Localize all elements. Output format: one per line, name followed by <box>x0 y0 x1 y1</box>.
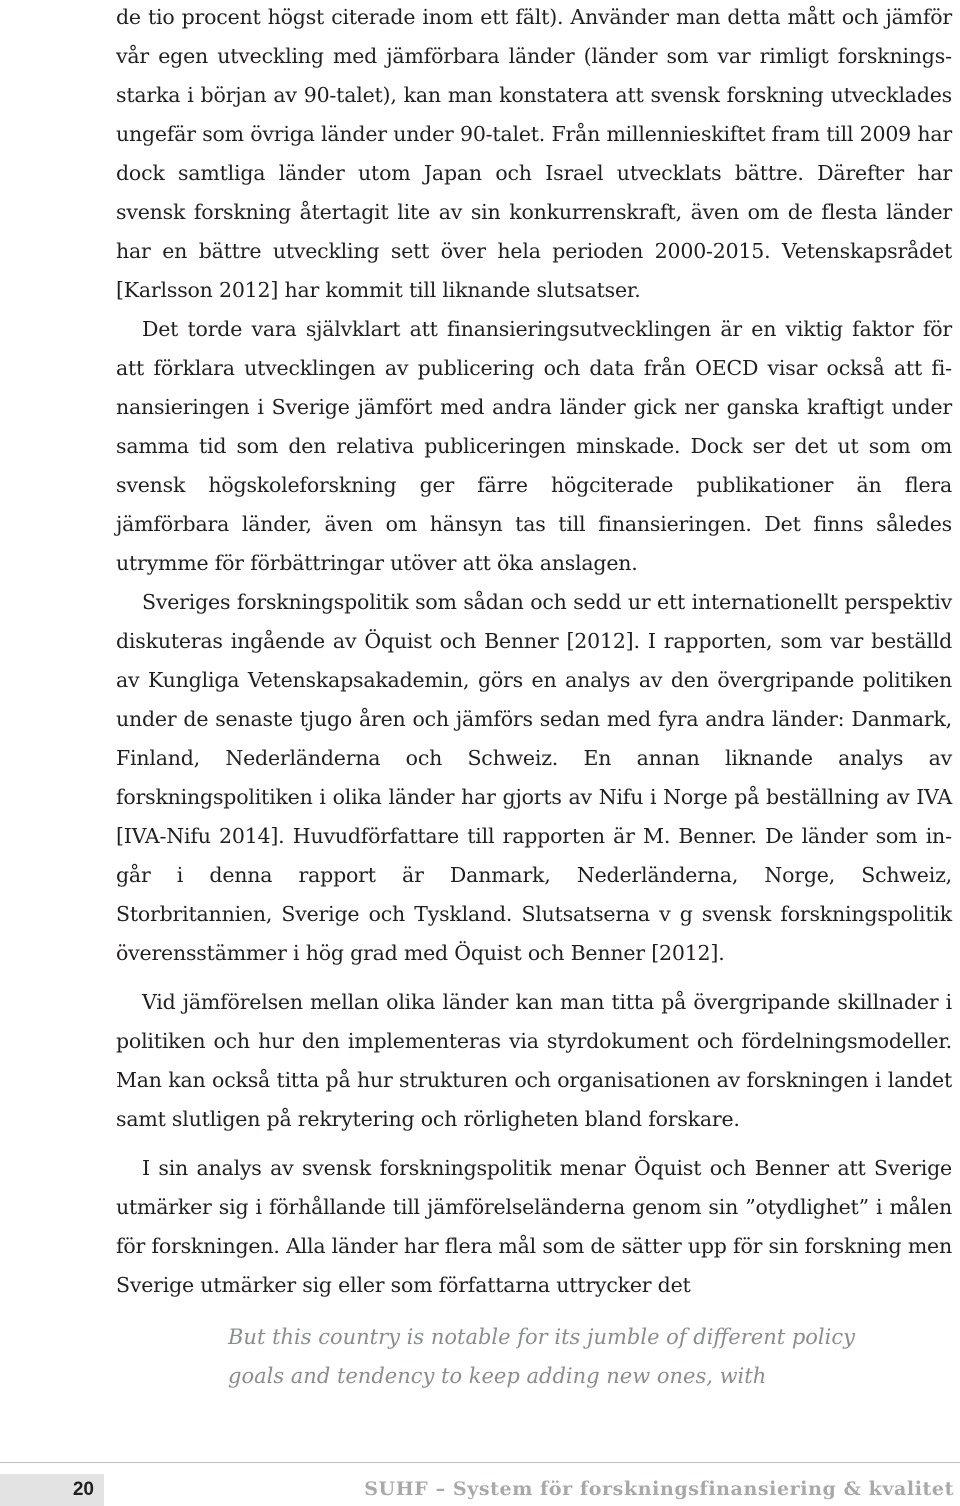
body-text <box>116 0 952 1305</box>
block-quote: But this country is notable for its jumble of different policy goals and tendency to keep adding new ones, with <box>228 1325 855 1388</box>
page-number: 20 <box>72 1479 94 1500</box>
running-footer: SUHF – System för forskningsfinansiering & kvalitet <box>364 1478 954 1500</box>
paragraph-2: Det torde vara självklart att finansieringsutvecklingen är en viktig faktor för att förklara utvecklingen av publicering och data från OECD visar också att finansieringen i Sverige jämfört med andra länder gick ner ganska kraftigt under samma tid som den relativa publiceringen minskade. Dock ser det ut som om svensk högskoleforskning ger färre högciterade publikationer än flera jämförbara länder, även om hänsyn tas till finansieringen. Det finns således utrymme för förbättringar utöver att öka anslagen. <box>116 317 952 575</box>
paragraph-1: de tio procent högst citerade inom ett fält). Använder man detta mått och jämför vår egen utveckling med jämförbara länder (länder som var rimligt forskningsstarka i början av 90-talet), kan man konstatera att svensk forskning utvecklades ungefär som övriga länder under 90-talet. Från millennieskiftet fram till 2009 har dock samtliga länder utom Japan och Israel utvecklats bättre. Därefter har svensk forskning återtagit lite av sin konkurrenskraft, även om de flesta länder har en bättre utveckling sett över hela perioden 2000-2015. Vetenskapsrådet [Karlsson 2012] har kommit till liknande slutsatser. <box>116 5 952 302</box>
paragraph-4: Vid jämförelsen mellan olika länder kan man titta på övergripande skillnader i politiken och hur den implementeras via styrdokument och fördelningsmodeller. Man kan också titta på hur strukturen och organisationen av forskningen i landet samt slutligen på rekrytering och rörligheten bland forskare. <box>116 990 952 1131</box>
footer-divider <box>0 1462 960 1463</box>
paragraph-3: Sveriges forskningspolitik som sådan och sedd ur ett internationellt perspektiv diskuteras ingående av Öquist och Benner [2012]. I rapporten, som var beställd av Kungliga Vetenskapsakademin, görs en analys av den övergripande politiken under de senaste tjugo åren och jämförs sedan med fyra andra länder: Danmark, Finland, Nederländerna och Schweiz. En annan liknande analys av forskningspolitiken i olika länder har gjorts av Nifu i Norge på beställning av IVA [IVA-Nifu 2014]. Huvudförfattare till rapporten är M. Benner. De länder som ingår i denna rapport är Danmark, Nederländerna, Norge, Schweiz, Storbritannien, Sverige och Tyskland. Slutsatserna v g svensk forskningspolitik överensstämmer i hög grad med Öquist och Benner [2012]. <box>116 590 952 965</box>
paragraph-5: I sin analys av svensk forskningspolitik menar Öquist och Benner att Sverige utmärker sig i förhållande till jämförelseländerna genom sin ”otydlighet” i målen för forskningen. Alla länder har flera mål som de sätter upp för sin forskning men Sverige utmärker sig eller som författarna uttrycker det <box>116 1156 952 1297</box>
page-number-box <box>0 1474 104 1506</box>
